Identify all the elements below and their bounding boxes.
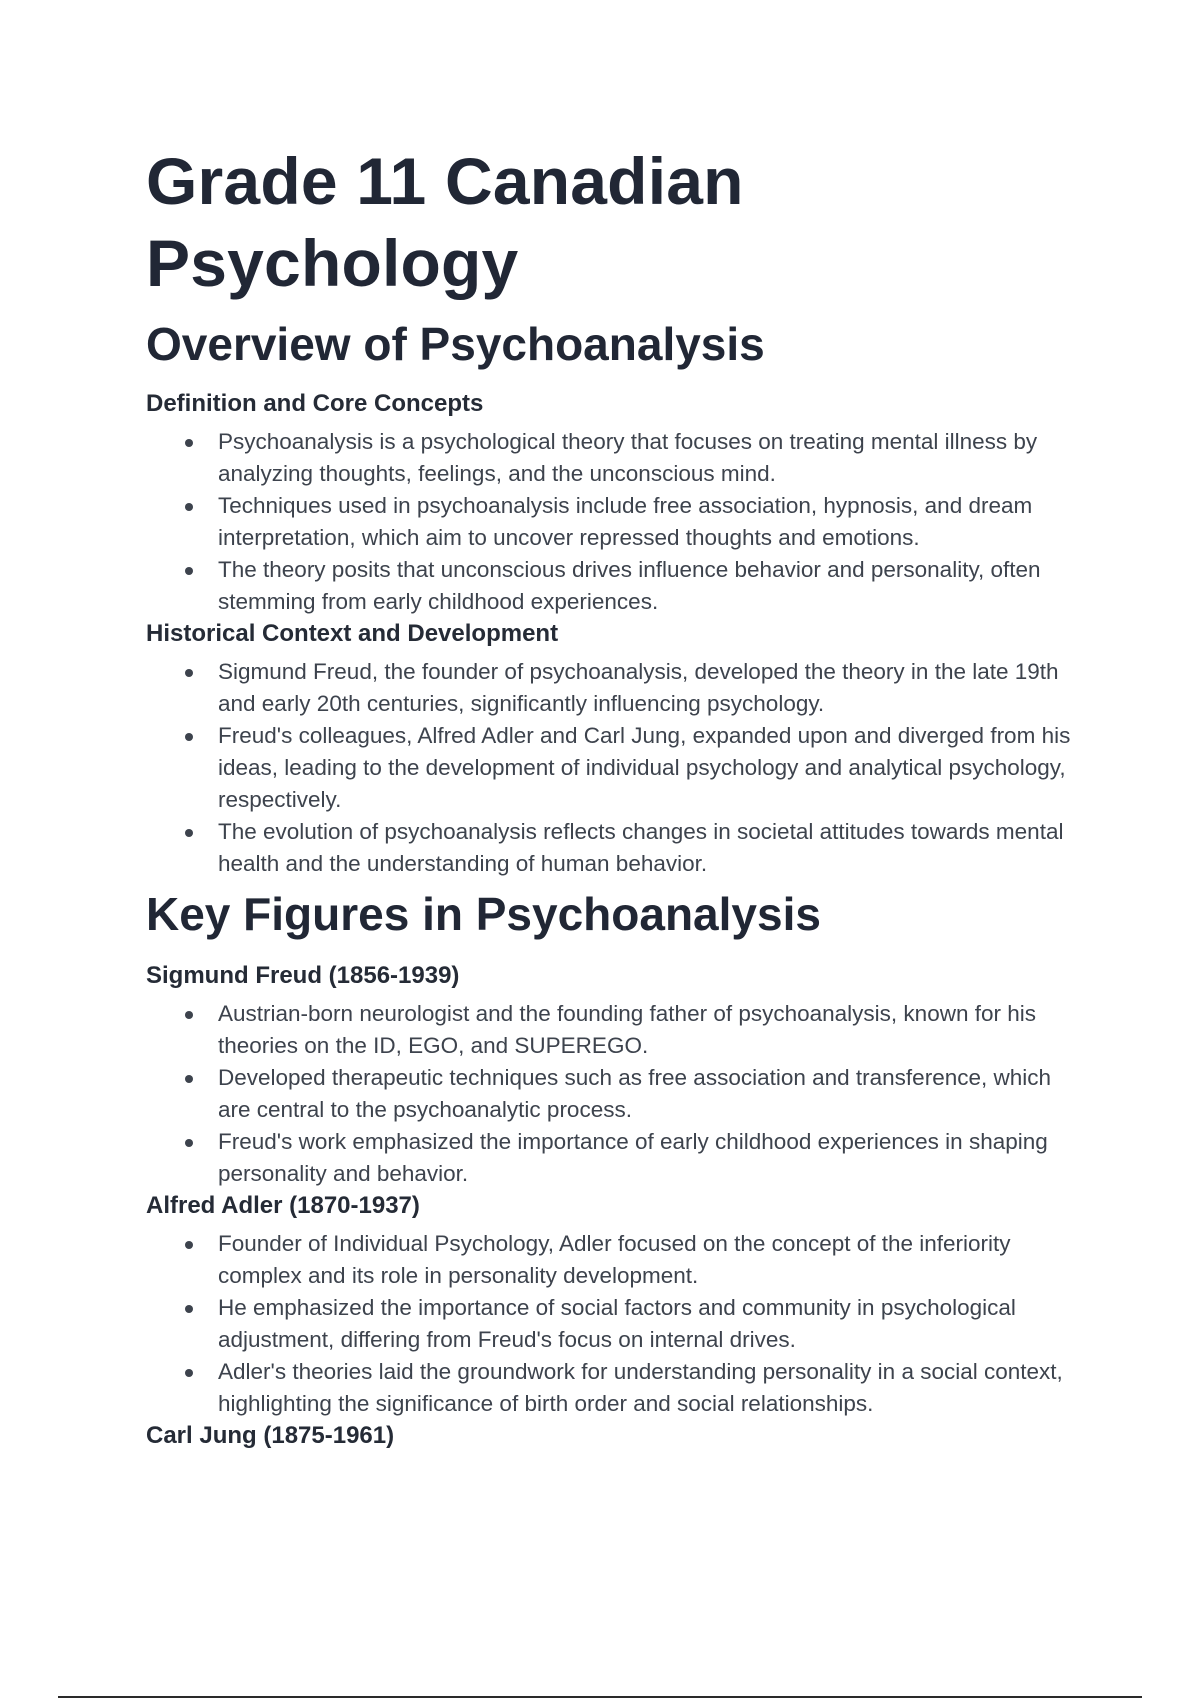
list-item: The theory posits that unconscious drives influence behavior and personality, often stemming from early childhood experiences. bbox=[146, 554, 1086, 618]
subsection-heading-freud: Sigmund Freud (1856-1939) bbox=[146, 962, 460, 989]
list-item: Developed therapeutic techniques such as free association and transference, which are central to the psychoanalytic process. bbox=[146, 1062, 1086, 1126]
list-item: The evolution of psychoanalysis reflects changes in societal attitudes towards mental health and the understanding of human behavior. bbox=[146, 816, 1086, 880]
section-heading-overview: Overview of Psychoanalysis bbox=[146, 318, 765, 370]
subsection-heading-jung: Carl Jung (1875-1961) bbox=[146, 1422, 395, 1449]
document-title: Grade 11 Canadian Psychology bbox=[146, 144, 744, 300]
list-item: Austrian-born neurologist and the founding father of psychoanalysis, known for his theories on the ID, EGO, and SUPEREGO. bbox=[146, 998, 1086, 1062]
bullet-list-definition bbox=[146, 426, 1086, 618]
page-bottom-divider bbox=[58, 1696, 1142, 1698]
list-item: Psychoanalysis is a psychological theory that focuses on treating mental illness by analyzing thoughts, feelings, and the unconscious mind. bbox=[146, 426, 1086, 490]
list-item: Techniques used in psychoanalysis include free association, hypnosis, and dream interpretation, which aim to uncover repressed thoughts and emotions. bbox=[146, 490, 1086, 554]
subsection-heading-definition: Definition and Core Concepts bbox=[146, 390, 484, 417]
list-item: Freud's colleagues, Alfred Adler and Carl Jung, expanded upon and diverged from his ideas, leading to the development of individual psychology and analytical psychology, respectively. bbox=[146, 720, 1086, 816]
section-heading-key-figures: Key Figures in Psychoanalysis bbox=[146, 888, 821, 940]
list-item: He emphasized the importance of social factors and community in psychological adjustment, differing from Freud's focus on internal drives. bbox=[146, 1292, 1086, 1356]
bullet-list-freud bbox=[146, 998, 1086, 1190]
bullet-list-adler bbox=[146, 1228, 1086, 1420]
subsection-heading-adler: Alfred Adler (1870-1937) bbox=[146, 1192, 420, 1219]
subsection-heading-history: Historical Context and Development bbox=[146, 620, 559, 647]
bullet-list-history bbox=[146, 656, 1086, 880]
document-page bbox=[146, 140, 1086, 1452]
list-item: Sigmund Freud, the founder of psychoanalysis, developed the theory in the late 19th and early 20th centuries, significantly influencing psychology. bbox=[146, 656, 1086, 720]
list-item: Freud's work emphasized the importance of early childhood experiences in shaping personality and behavior. bbox=[146, 1126, 1086, 1190]
list-item: Adler's theories laid the groundwork for understanding personality in a social context, highlighting the significance of birth order and social relationships. bbox=[146, 1356, 1086, 1420]
list-item: Founder of Individual Psychology, Adler focused on the concept of the inferiority complex and its role in personality development. bbox=[146, 1228, 1086, 1292]
